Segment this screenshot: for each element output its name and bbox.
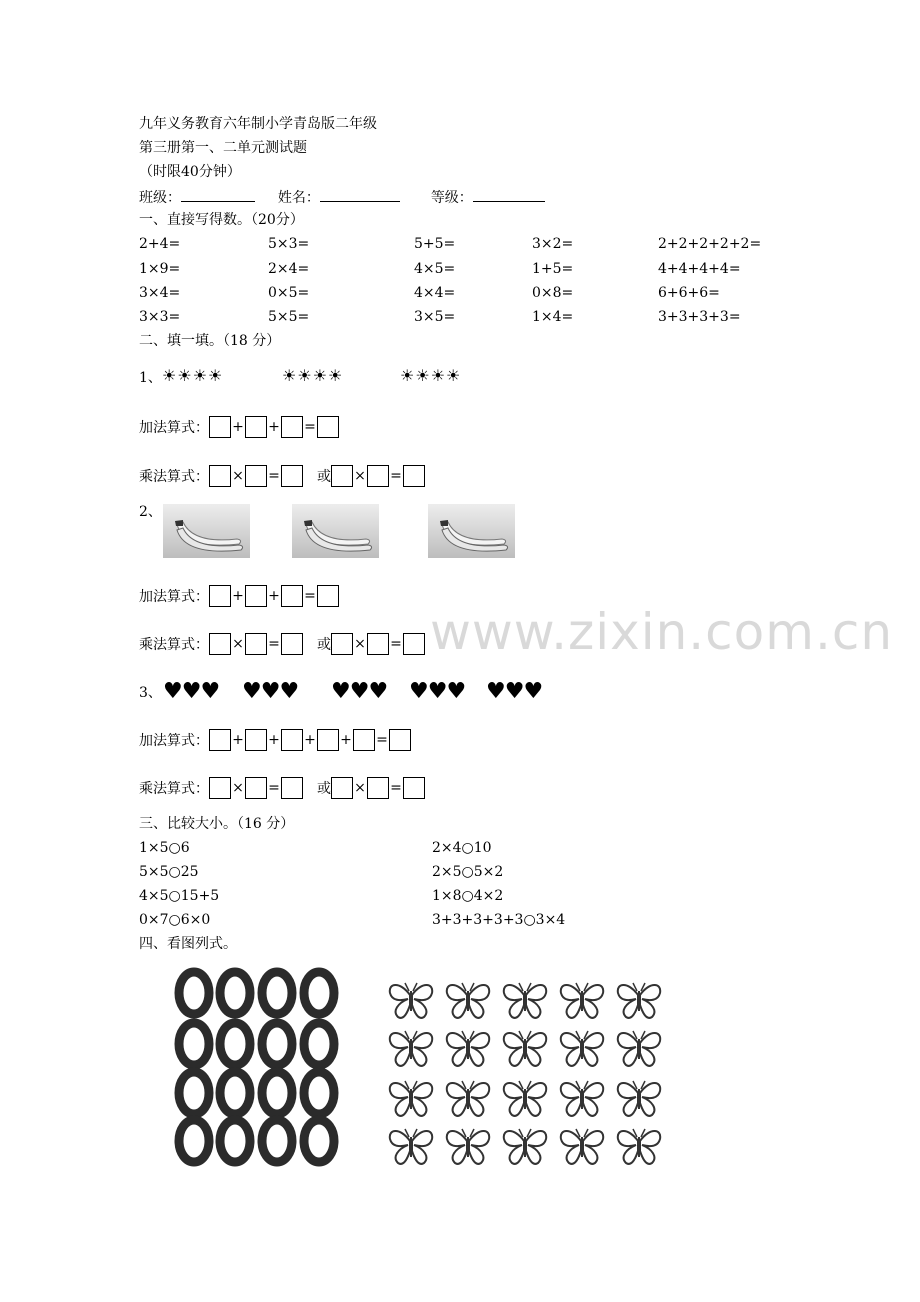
calc-item: 3+3+3+3=: [658, 309, 741, 325]
plus-sign: +: [268, 732, 280, 748]
name-blank[interactable]: [320, 187, 400, 202]
ring-icon: [179, 972, 209, 1014]
butterfly-icon: [504, 1129, 546, 1164]
q3-label: 3、: [139, 685, 162, 701]
answer-box[interactable]: [245, 777, 267, 799]
ring-icon: [220, 1072, 250, 1114]
answer-box[interactable]: [367, 633, 389, 655]
calc-row: [0, 308, 920, 326]
equals-sign: =: [390, 780, 402, 796]
times-sign: ×: [232, 780, 244, 796]
calc-item: 6+6+6=: [658, 285, 720, 301]
calc-item: 3×2=: [532, 236, 574, 252]
answer-box[interactable]: [245, 465, 267, 487]
butterfly-icon: [561, 1081, 603, 1116]
butterfly-icon: [561, 983, 603, 1018]
addition-formula: [139, 727, 411, 753]
equals-sign: =: [268, 636, 280, 652]
ring-icon: [262, 972, 292, 1014]
answer-box[interactable]: [317, 729, 339, 751]
answer-box[interactable]: [209, 777, 231, 799]
butterfly-icon: [618, 1081, 660, 1116]
butterfly-icon: [504, 983, 546, 1018]
compare-item: 2×5○5×2: [432, 864, 504, 880]
compare-item: 4×5○15+5: [139, 888, 220, 904]
butterfly-icon: [447, 1031, 489, 1066]
ring-icon: [220, 1023, 250, 1065]
equals-sign: =: [268, 780, 280, 796]
q1-label: 1、: [139, 370, 162, 386]
compare-item: 5×5○25: [139, 864, 199, 880]
calc-item: 2+4=: [139, 236, 181, 252]
compare-item: 3+3+3+3+3○3×4: [432, 912, 566, 928]
class-blank[interactable]: [181, 187, 255, 202]
multiplication-formula: [139, 775, 425, 801]
or-label: 或: [317, 637, 331, 653]
plus-sign: +: [268, 419, 280, 435]
butterfly-icon: [561, 1031, 603, 1066]
plus-sign: +: [232, 419, 244, 435]
butterfly-icon: [447, 1129, 489, 1164]
plus-sign: +: [340, 732, 352, 748]
ring-icon: [262, 1023, 292, 1065]
banana-image: [292, 504, 379, 558]
calc-item: 4×4=: [414, 285, 456, 301]
grade-blank[interactable]: [473, 187, 545, 202]
answer-box[interactable]: [281, 729, 303, 751]
compare-item: 1×5○6: [139, 840, 190, 856]
ring-icon: [304, 1023, 334, 1065]
calc-item: 0×5=: [268, 285, 310, 301]
ring-icon: [304, 972, 334, 1014]
answer-box[interactable]: [403, 465, 425, 487]
calc-item: 1+5=: [532, 261, 574, 277]
answer-box[interactable]: [331, 633, 353, 655]
equals-sign: =: [268, 468, 280, 484]
times-sign: ×: [354, 636, 366, 652]
multiplication-label: 乘法算式：: [139, 781, 209, 797]
calc-item: 4+4+4+4=: [658, 261, 741, 277]
banana-image: [428, 504, 515, 558]
addition-label: 加法算式：: [139, 420, 209, 436]
sun-group-icon: ☀☀☀☀: [400, 366, 462, 385]
student-info-line: [139, 187, 545, 207]
class-label: 班级：: [139, 190, 181, 206]
answer-box[interactable]: [281, 465, 303, 487]
heart-group-icon: ♥♥♥: [331, 679, 388, 704]
butterfly-icon: [561, 1129, 603, 1164]
ring-icon: [179, 1072, 209, 1114]
calc-item: 4×5=: [414, 261, 456, 277]
butterfly-icon: [618, 1129, 660, 1164]
or-label: 或: [317, 469, 331, 485]
section3-title: 三、比较大小。（16 分）: [139, 816, 295, 832]
banana-icon: [428, 504, 515, 558]
banana-image: [163, 504, 250, 558]
answer-box[interactable]: [367, 465, 389, 487]
ring-icon: [179, 1023, 209, 1065]
banana-icon: [163, 504, 250, 558]
butterfly-icon: [618, 1031, 660, 1066]
times-sign: ×: [232, 636, 244, 652]
butterfly-icon: [504, 1081, 546, 1116]
answer-box[interactable]: [245, 416, 267, 438]
equals-sign: =: [304, 419, 316, 435]
calc-row: [0, 235, 920, 253]
or-label: 或: [317, 781, 331, 797]
section1-title: 一、直接写得数。（20分）: [139, 212, 304, 228]
butterfly-icon: [390, 1031, 432, 1066]
watermark: www.zixin.com.cn: [430, 603, 894, 661]
answer-box[interactable]: [281, 633, 303, 655]
compare-item: 0×7○6×0: [139, 912, 211, 928]
ring-icon: [179, 1120, 209, 1162]
answer-box[interactable]: [367, 777, 389, 799]
ring-icon: [220, 972, 250, 1014]
answer-box[interactable]: [245, 729, 267, 751]
answer-box[interactable]: [389, 729, 411, 751]
answer-box[interactable]: [209, 729, 231, 751]
heart-group-icon: ♥♥♥: [163, 679, 220, 704]
calc-row: [0, 260, 920, 278]
butterfly-icon: [390, 1129, 432, 1164]
plus-sign: +: [304, 732, 316, 748]
addition-formula: [139, 583, 339, 609]
equals-sign: =: [390, 468, 402, 484]
ring-icon: [304, 1072, 334, 1114]
answer-box[interactable]: [281, 585, 303, 607]
sun-group-icon: ☀☀☀☀: [162, 366, 224, 385]
answer-box[interactable]: [209, 633, 231, 655]
plus-sign: +: [232, 732, 244, 748]
ring-grid-picture: [172, 963, 354, 1173]
answer-box[interactable]: [209, 585, 231, 607]
answer-box[interactable]: [353, 729, 375, 751]
answer-box[interactable]: [331, 465, 353, 487]
answer-box[interactable]: [403, 633, 425, 655]
equals-sign: =: [390, 636, 402, 652]
section2-title: 二、填一填。（18 分）: [139, 333, 281, 349]
addition-label: 加法算式：: [139, 589, 209, 605]
name-label: 姓名：: [277, 190, 320, 206]
compare-item: 1×8○4×2: [432, 888, 504, 904]
butterfly-icon: [390, 1081, 432, 1116]
calc-item: 1×9=: [139, 261, 181, 277]
addition-label: 加法算式：: [139, 733, 209, 749]
answer-box[interactable]: [317, 416, 339, 438]
answer-box[interactable]: [331, 777, 353, 799]
calc-item: 5×3=: [268, 236, 310, 252]
calc-row: [0, 284, 920, 302]
times-sign: ×: [354, 468, 366, 484]
heart-group-icon: ♥♥♥: [486, 679, 543, 704]
answer-box[interactable]: [209, 465, 231, 487]
answer-box[interactable]: [209, 416, 231, 438]
plus-sign: +: [232, 588, 244, 604]
butterfly-icon: [504, 1031, 546, 1066]
multiplication-label: 乘法算式：: [139, 637, 209, 653]
grade-label: 等级：: [430, 190, 473, 206]
doc-title: 九年义务教育六年制小学青岛版二年级: [139, 116, 377, 132]
multiplication-formula: [139, 463, 425, 489]
butterfly-icon: [618, 983, 660, 1018]
butterfly-icon: [447, 983, 489, 1018]
ring-icon: [304, 1120, 334, 1162]
ring-icon: [262, 1120, 292, 1162]
calc-item: 3×3=: [139, 309, 181, 325]
compare-item: 2×4○10: [432, 840, 492, 856]
banana-icon: [292, 504, 379, 558]
answer-box[interactable]: [245, 633, 267, 655]
heart-group-icon: ♥♥♥: [242, 679, 299, 704]
answer-box[interactable]: [281, 777, 303, 799]
times-sign: ×: [232, 468, 244, 484]
calc-item: 0×8=: [532, 285, 574, 301]
heart-group-icon: ♥♥♥: [409, 679, 466, 704]
equals-sign: =: [376, 732, 388, 748]
ring-icon: [220, 1120, 250, 1162]
plus-sign: +: [268, 588, 280, 604]
calc-item: 2+2+2+2+2=: [658, 236, 762, 252]
butterfly-icon: [390, 983, 432, 1018]
calc-item: 5×5=: [268, 309, 310, 325]
time-limit: （时限40分钟）: [139, 164, 241, 180]
calc-item: 3×5=: [414, 309, 456, 325]
calc-item: 1×4=: [532, 309, 574, 325]
calc-item: 3×4=: [139, 285, 181, 301]
multiplication-formula: [139, 631, 425, 657]
answer-box[interactable]: [317, 585, 339, 607]
answer-box[interactable]: [281, 416, 303, 438]
multiplication-label: 乘法算式：: [139, 469, 209, 485]
section4-title: 四、看图列式。: [139, 936, 237, 952]
q2-label: 2、: [139, 504, 162, 520]
calc-item: 2×4=: [268, 261, 310, 277]
butterfly-grid-picture: [385, 975, 675, 1170]
answer-box[interactable]: [403, 777, 425, 799]
butterfly-icon: [447, 1081, 489, 1116]
doc-subtitle: 第三册第一、二单元测试题: [139, 140, 307, 156]
answer-box[interactable]: [245, 585, 267, 607]
equals-sign: =: [304, 588, 316, 604]
times-sign: ×: [354, 780, 366, 796]
calc-item: 5+5=: [414, 236, 456, 252]
addition-formula: [139, 414, 339, 440]
sun-group-icon: ☀☀☀☀: [282, 366, 344, 385]
ring-icon: [262, 1072, 292, 1114]
